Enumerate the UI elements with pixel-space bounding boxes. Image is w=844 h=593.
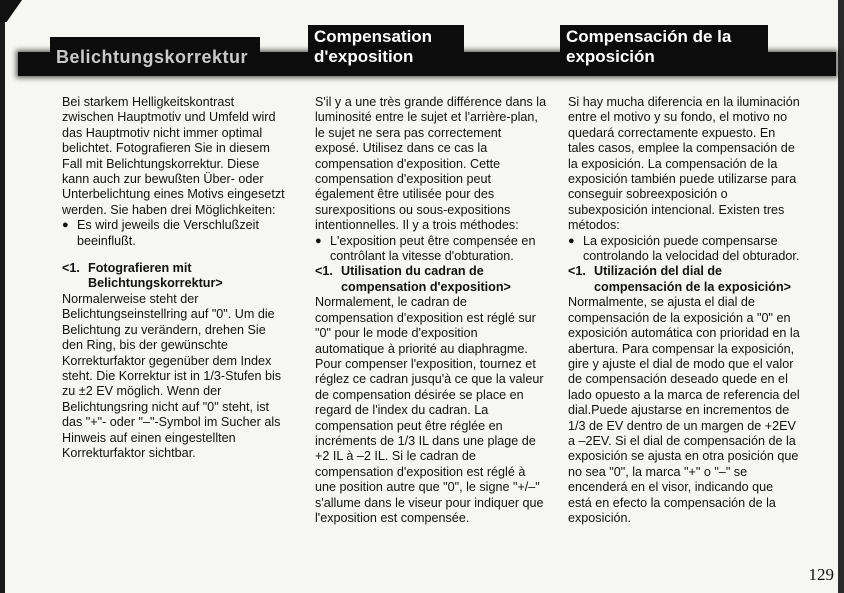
page-right-edge (838, 0, 844, 593)
spanish-bullet-text: La exposición puede compensarse controlando la velocidad del obturador. (583, 233, 800, 264)
german-section-title: Fotografieren mit Belichtungskorrektur> (88, 261, 223, 291)
french-section-title: Utilisation du cadran de compensation d'exposition> (341, 264, 511, 294)
german-column (62, 95, 288, 461)
spanish-section-heading (568, 264, 800, 295)
title-french-line2: d'exposition (314, 47, 414, 66)
french-body: Normalement, le cadran de compensation d'exposition est réglé sur "0" pour le mode d'exposition automatique à priorité au diaphragme. Pour compenser l'exposition, tournez et réglez ce cadran jusqu'à ce que la valeur de compensation désirée se place en regard de l'index du cadran. La compensation peut être réglée en incréments de 1/3 IL dans une plage de +2 IL à –2 IL. Si le cadran de compensation d'exposition est réglé à une position autre que "0", le signe "+/–" s'allume dans le viseur pour indiquer que l'exposition est compensée. (315, 295, 544, 525)
german-section-heading (62, 261, 288, 292)
title-spanish-line2: exposición (566, 47, 655, 66)
french-intro: S'il y a une très grande différence dans la luminosité entre le sujet et l'arrière-plan, le sujet ne sera pas correctement exposé. Utilisez dans ce cas la compensation d'exposition. Cette compensation d'exposition peut également être utilisée pour des surexpositions ou sous-expositions intentionnelles. Il y a trois méthodes: (315, 95, 547, 233)
title-spanish-line1: Compensación de la (566, 27, 732, 46)
bullet-icon: ● (568, 234, 575, 247)
title-german (50, 37, 260, 73)
spanish-bullet (568, 234, 800, 265)
french-section-heading (315, 264, 547, 295)
french-column (315, 95, 547, 526)
french-bullet-text: L'exposition peut être compensée en contrôlant la vitesse d'obturation. (330, 233, 536, 264)
title-french-line1: Compensation (314, 27, 433, 46)
spanish-section-number: <1. (568, 264, 586, 279)
bullet-icon: ● (62, 219, 69, 232)
spanish-section-title: Utilización del dial de compensación de la exposición> (594, 264, 792, 294)
german-bullet-text: Es wird jeweils die Verschlußzeit beeinflußt. (77, 218, 259, 248)
german-intro: Bei starkem Helligkeitskontrast zwischen Hauptmotiv und Umfeld wird das Hauptmotiv nicht immer optimal belichtet. Fotografieren Sie in diesem Fall mit Belichtungskorrektur. Diese kann auch zur bewußten Über- oder Unterbelichtung eines Motivs eingesetzt werden. Sie haben drei Möglichkeiten: (62, 95, 285, 217)
spanish-column (568, 95, 800, 526)
german-section-number: <1. (62, 261, 80, 276)
spanish-intro: Si hay mucha diferencia en la iluminación entre el motivo y su fondo, el motivo no quedará correctamente expuesto. En tales casos, emplee la compensación de la exposición. La compensación de la exposición también puede utilizarse para conseguir sobreexposición o subexposición intencional. Existen tres métodos: (568, 95, 800, 233)
page-left-edge (0, 0, 5, 593)
french-bullet (315, 234, 547, 265)
title-german-text: Belichtungskorrektur (56, 47, 249, 67)
german-bullet (62, 218, 288, 249)
bullet-icon: ● (315, 234, 322, 247)
title-spanish (560, 25, 768, 73)
spanish-body: Normalmente, se ajusta el dial de compensación de la exposición a "0" en exposición automática con prioridad en la abertura. Para compensar la exposición, gire y ajuste el dial de modo que el valor de compensación deseado quede en el lado opuesto a la marca de referencia del dial.Puede ajustarse en incrementos de 1/3 de EV dentro de un margen de +2EV a –2EV. Si el dial de compensación de la exposición se ajusta en otra posición que no sea "0", la marca "+" o "–" se encenderá en el visor, indicando que está en efecto la compensación de la exposición. (568, 295, 800, 525)
german-body: Normalerweise steht der Belichtungseinstellring auf "0". Um die Belichtung zu verändern, drehen Sie den Ring, bis der gewünschte Korrekturfaktor gegenüber dem Index steht. Die Korrektur ist in 1/3-Stufen bis zu ±2 EV möglich. Wenn der Belichtungsring nicht auf "0" steht, ist das "+"- oder "–"-Symbol im Sucher als Hinweis auf einen eingestellten Korrekturfaktor sichtbar. (62, 291, 282, 460)
french-section-number: <1. (315, 264, 333, 279)
title-french (308, 25, 464, 73)
corner-mark (0, 0, 22, 22)
page-number: 129 (808, 565, 834, 584)
